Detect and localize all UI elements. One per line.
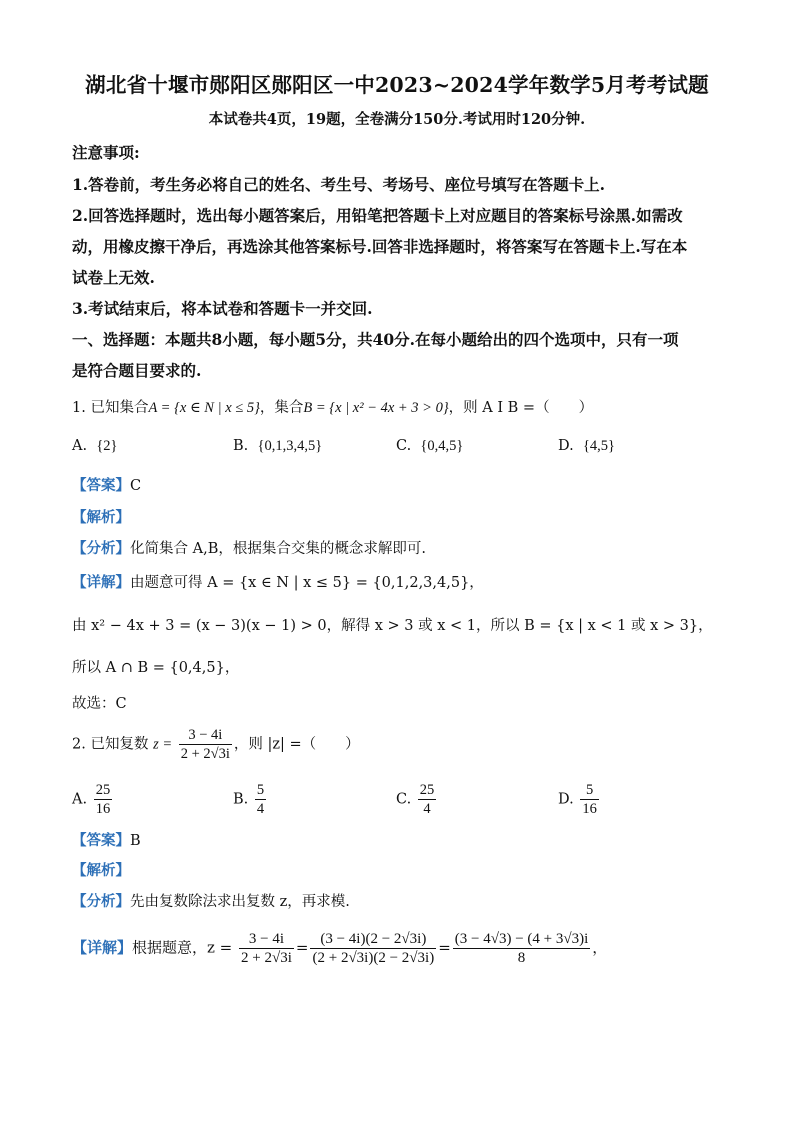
q2-fenxi: 【分析】先由复数除法求出复数 z，再求模. bbox=[72, 893, 350, 910]
q2-analysis-tag: 【解析】 bbox=[72, 862, 130, 879]
section-heading-cont: 是符合题目要求的. bbox=[72, 361, 202, 380]
q2-option-a: A. $\frac{25}{16}$ bbox=[72, 782, 111, 817]
section-heading: 一、选择题：本题共8小题，每小题5分，共40分.在每小题给出的四个选项中，只有一项 bbox=[72, 330, 679, 349]
answer-tag: 【答案】 bbox=[72, 477, 130, 494]
q2-option-c: C. $\frac{25}{4}$ bbox=[396, 782, 435, 817]
notice-item: 2.回答选择题时，选出每小题答案后，用铅笔把答题卡上对应题目的答案标号涂黑.如需改 bbox=[72, 206, 683, 225]
question-1-stem: 1. 已知集合A = {x ∈ N | x ≤ 5}，集合B = {x | x² − 4x + 3 > 0}，则 A I B =（ ） bbox=[72, 400, 594, 416]
q1-fenxi: 【分析】化简集合 A,B，根据集合交集的概念求解即可. bbox=[72, 540, 426, 557]
q1-option-b: B. {0,1,3,4,5} bbox=[233, 438, 323, 454]
q1-option-a: A. {2} bbox=[72, 438, 118, 454]
set-a-expression: A = {x ∈ N | x ≤ 5} bbox=[148, 400, 260, 416]
q1-choose: 故选：C bbox=[72, 696, 127, 712]
notice-heading: 注意事项: bbox=[72, 143, 140, 162]
q1-detail-3: 所以 A ∩ B = {0,4,5}， bbox=[72, 660, 240, 676]
q2-option-b: B. $\frac{5}{4}$ bbox=[233, 782, 265, 817]
q1-detail-2: 由 x² − 4x + 3 = (x − 3)(x − 1) > 0，解得 x > 3 或 x < 1，所以 B = {x | x < 1 或 x > 3}， bbox=[72, 618, 713, 634]
page-title: 湖北省十堰市郧阳区郧阳区一中2023~2024学年数学5月考考试题 bbox=[85, 73, 709, 97]
question-2-stem: 2. 已知复数 z = $\frac{3 - 4i}{2 + 2√3i}$ ，则 |z| =（ ） bbox=[72, 727, 360, 762]
q1-analysis-tag: 【解析】 bbox=[72, 509, 130, 526]
detail-fraction-1: $\frac{3 - 4i}{2 + 2√3i}$ bbox=[241, 931, 292, 966]
exam-subtitle: 本试卷共4页，19题，全卷满分150分.考试用时120分钟. bbox=[208, 111, 586, 128]
q2-detail: 【详解】根据题意，z = $\frac{3 - 4i}{2 + 2√3i}$ = $\frac{(3 - 4i)(2 - 2√3i)}{(2 + 2√3i)(2 - 2√3i)}$ = $\frac{(3 - 4√3) - (4 + 3√3)i}{8}$ ， bbox=[72, 931, 608, 966]
q1-option-d: D. {4,5} bbox=[558, 438, 615, 454]
answer-tag: 【答案】 bbox=[72, 832, 130, 849]
q2-answer: 【答案】B bbox=[72, 832, 141, 849]
q1-answer: 【答案】C bbox=[72, 477, 142, 494]
z-fraction: $\frac{3 - 4i}{2 + 2√3i}$ bbox=[180, 727, 230, 762]
detail-fraction-3: $\frac{(3 - 4√3) - (4 + 3√3)i}{8}$ bbox=[454, 931, 589, 966]
notice-item: 动，用橡皮擦干净后，再选涂其他答案标号.回答非选择题时，将答案写在答题卡上.写在本 bbox=[72, 237, 688, 256]
notice-item: 试卷上无效. bbox=[72, 268, 155, 287]
detail-fraction-2: $\frac{(3 - 4i)(2 - 2√3i)}{(2 + 2√3i)(2 - 2√3i)}$ bbox=[312, 931, 435, 966]
q1-option-c: C. {0,4,5} bbox=[396, 438, 464, 454]
notice-item: 1.答卷前，考生务必将自己的姓名、考生号、考场号、座位号填写在答题卡上. bbox=[72, 175, 606, 194]
q2-option-d: D. $\frac{5}{16}$ bbox=[558, 782, 597, 817]
q1-detail-1: 【详解】由题意可得 A = {x ∈ N | x ≤ 5} = {0,1,2,3,4,5}， bbox=[72, 574, 484, 591]
set-b-expression: B = {x | x² − 4x + 3 > 0} bbox=[303, 400, 449, 416]
notice-item: 3.考试结束后，将本试卷和答题卡一并交回. bbox=[72, 299, 373, 318]
